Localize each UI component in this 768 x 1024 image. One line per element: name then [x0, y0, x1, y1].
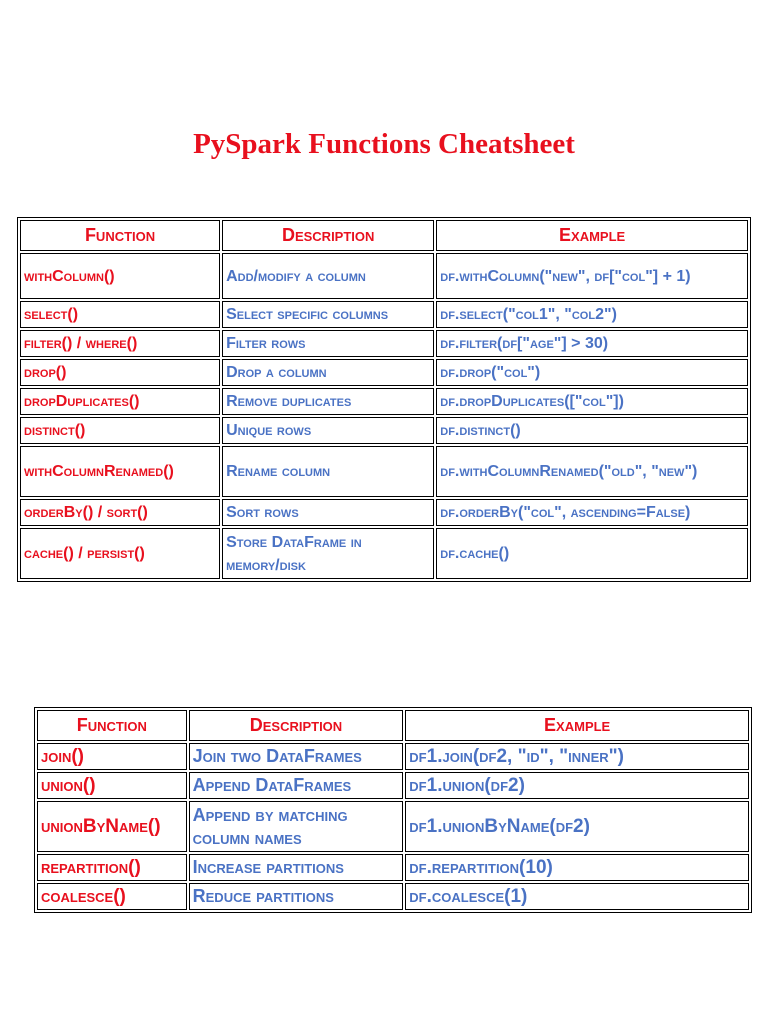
- example-cell: df.distinct(): [436, 417, 748, 444]
- table-row: [37, 801, 749, 852]
- table-row: [20, 446, 748, 497]
- table-row: [20, 359, 748, 386]
- header-function: Function: [37, 710, 187, 741]
- function-cell: filter() / where(): [20, 330, 220, 357]
- header-example: Example: [436, 220, 748, 251]
- table-row: [20, 499, 748, 526]
- header-function: Function: [20, 220, 220, 251]
- table-row: [20, 388, 748, 415]
- description-cell: Rename column: [222, 446, 434, 497]
- description-cell: Drop a column: [222, 359, 434, 386]
- description-cell: Unique rows: [222, 417, 434, 444]
- example-cell: df1.union(df2): [405, 772, 749, 799]
- example-cell: df.drop("col"): [436, 359, 748, 386]
- description-cell: Join two DataFrames: [189, 743, 404, 770]
- function-cell: withColumn(): [20, 253, 220, 299]
- example-cell: df.coalesce(1): [405, 883, 749, 910]
- example-cell: df.withColumnRenamed("old", "new"): [436, 446, 748, 497]
- table-header-row: [20, 220, 748, 251]
- table-row: [20, 528, 748, 579]
- description-cell: Append DataFrames: [189, 772, 404, 799]
- page-title: PySpark Functions Cheatsheet: [193, 128, 575, 160]
- function-cell: select(): [20, 301, 220, 328]
- header-description: Description: [222, 220, 434, 251]
- function-cell: coalesce(): [37, 883, 187, 910]
- table-row: [37, 883, 749, 910]
- function-cell: cache() / persist(): [20, 528, 220, 579]
- table-row: [20, 330, 748, 357]
- description-cell: Filter rows: [222, 330, 434, 357]
- function-cell: orderBy() / sort(): [20, 499, 220, 526]
- description-cell: Store DataFrame in memory/disk: [222, 528, 434, 579]
- function-cell: distinct(): [20, 417, 220, 444]
- example-cell: df.filter(df["age"] > 30): [436, 330, 748, 357]
- description-cell: Select specific columns: [222, 301, 434, 328]
- example-cell: df1.join(df2, "id", "inner"): [405, 743, 749, 770]
- table-header-row: [37, 710, 749, 741]
- header-example: Example: [405, 710, 749, 741]
- table-row: [37, 743, 749, 770]
- function-cell: join(): [37, 743, 187, 770]
- table-row: [37, 854, 749, 881]
- example-cell: df.cache(): [436, 528, 748, 579]
- function-cell: union(): [37, 772, 187, 799]
- header-description: Description: [189, 710, 404, 741]
- table-row: [20, 301, 748, 328]
- function-cell: dropDuplicates(): [20, 388, 220, 415]
- description-cell: Add/modify a column: [222, 253, 434, 299]
- description-cell: Reduce partitions: [189, 883, 404, 910]
- example-cell: df.repartition(10): [405, 854, 749, 881]
- description-cell: Increase partitions: [189, 854, 404, 881]
- description-cell: Remove duplicates: [222, 388, 434, 415]
- functions-table-1: [17, 217, 751, 582]
- function-cell: drop(): [20, 359, 220, 386]
- example-cell: df.withColumn("new", df["col"] + 1): [436, 253, 748, 299]
- function-cell: withColumnRenamed(): [20, 446, 220, 497]
- table-row: [20, 253, 748, 299]
- table-row: [37, 772, 749, 799]
- table-row: [20, 417, 748, 444]
- example-cell: df.orderBy("col", ascending=False): [436, 499, 748, 526]
- example-cell: df1.unionByName(df2): [405, 801, 749, 852]
- function-cell: repartition(): [37, 854, 187, 881]
- description-cell: Append by matching column names: [189, 801, 404, 852]
- functions-table-2: [34, 707, 752, 913]
- description-cell: Sort rows: [222, 499, 434, 526]
- function-cell: unionByName(): [37, 801, 187, 852]
- example-cell: df.dropDuplicates(["col"]): [436, 388, 748, 415]
- example-cell: df.select("col1", "col2"): [436, 301, 748, 328]
